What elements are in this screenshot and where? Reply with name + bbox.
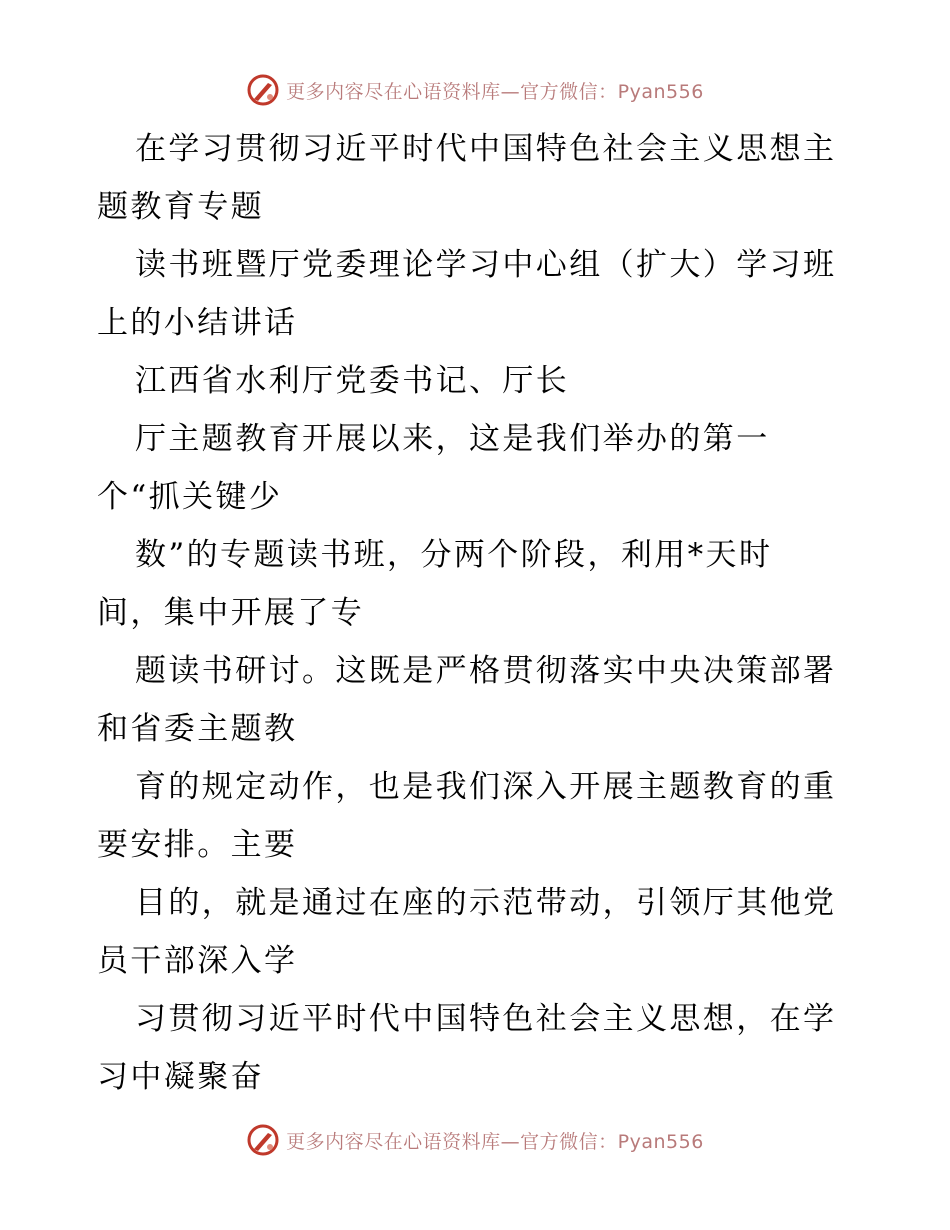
text-line: 习中凝聚奋: [97, 1059, 264, 1095]
pen-seal-icon: [246, 73, 280, 107]
text-line: 员干部深入学: [97, 943, 298, 979]
footer-text: 更多内容尽在心语资料库—官方微信：Pyan556: [286, 1130, 704, 1153]
text-line: 目的，就是通过在座的示范带动，引领厅其他党: [135, 885, 837, 921]
pen-seal-icon: [246, 1123, 280, 1157]
text-line: 数”的专题读书班，分两个阶段，利用*天时: [135, 537, 773, 573]
text-line: 读书班暨厅党委理论学习中心组（扩大）学习班: [135, 247, 837, 283]
text-line: 育的规定动作，也是我们深入开展主题教育的重: [135, 769, 837, 805]
text-line: 在学习贯彻习近平时代中国特色社会主义思想主: [135, 131, 837, 167]
text-line: 题读书研讨。这既是严格贯彻落实中央决策部署: [135, 653, 837, 689]
text-line: 习贯彻习近平时代中国特色社会主义思想，在学: [135, 1001, 837, 1037]
text-line: 要安排。主要: [97, 827, 298, 863]
header-banner: [0, 70, 950, 110]
text-line: 个“抓关键少: [97, 479, 283, 515]
document-body: [97, 120, 857, 1106]
header-text: 更多内容尽在心语资料库—官方微信：Pyan556: [286, 80, 704, 103]
text-line: 厅主题教育开展以来，这是我们举办的第一: [135, 421, 770, 457]
footer-banner: [0, 1120, 950, 1160]
text-line: 题教育专题: [97, 189, 264, 225]
text-line: 江西省水利厅党委书记、厅长: [135, 363, 570, 399]
text-line: 上的小结讲话: [97, 305, 298, 341]
text-line: 间，集中开展了专: [97, 595, 365, 631]
text-line: 和省委主题教: [97, 711, 298, 747]
